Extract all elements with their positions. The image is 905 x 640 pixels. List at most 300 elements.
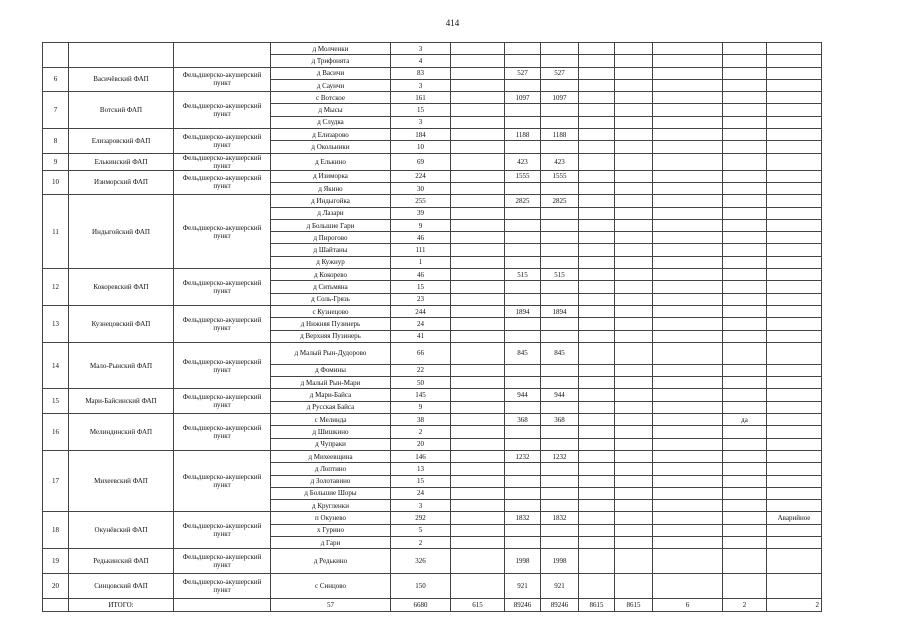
value-cell-v6 [615,182,653,194]
value-cell-v2 [451,426,505,438]
value-cell-v7 [653,438,723,450]
value-cell-v2 [451,450,505,462]
value-cell-v9 [767,401,822,413]
value-cell-v8 [723,55,767,67]
value-cell-v3 [505,293,541,305]
facility-type-cell: Фельдшерско-акушерский пункт [174,574,271,599]
value-cell-v7 [653,43,723,55]
value-cell-v6 [615,487,653,499]
value-cell-v1: 5 [391,524,451,536]
value-cell-v9 [767,414,822,426]
value-cell-v7 [653,389,723,401]
value-cell-v6 [615,55,653,67]
value-cell-v5 [579,116,615,128]
value-cell-v6 [615,318,653,330]
settlement-name-cell: д Редькино [271,549,391,574]
value-cell-v1: 9 [391,219,451,231]
value-cell-v8 [723,377,767,389]
value-cell-v9 [767,305,822,317]
value-cell-v9 [767,116,822,128]
facility-type-cell: Фельдшерско-акушерский пункт [174,269,271,306]
value-cell-v8 [723,244,767,256]
value-cell-v3 [505,330,541,342]
value-cell-v9 [767,426,822,438]
value-cell-v5 [579,182,615,194]
value-cell-v6 [615,129,653,141]
value-cell-v5 [579,524,615,536]
value-cell-v8 [723,549,767,574]
value-cell-v3 [505,524,541,536]
value-cell-v8 [723,487,767,499]
value-cell-v9 [767,153,822,170]
value-cell-v8 [723,500,767,512]
value-cell-v7 [653,256,723,268]
settlement-name-cell: д Кругленки [271,500,391,512]
value-cell-v7 [653,330,723,342]
table-row [43,549,822,574]
value-cell-v2 [451,116,505,128]
facility-type-cell: Фельдшерско-акушерский пункт [174,153,271,170]
value-cell-v3: 1232 [505,450,541,462]
settlement-name-cell: д Кокорево [271,269,391,281]
value-cell-v5 [579,207,615,219]
row-number-cell: 12 [43,269,69,306]
value-cell-v1: 146 [391,450,451,462]
value-cell-v4: 1832 [541,512,579,524]
value-cell-v5 [579,92,615,104]
table-row [43,92,822,104]
settlement-name-cell: с Вотское [271,92,391,104]
table-row [43,170,822,182]
value-cell-v1: 13 [391,463,451,475]
value-cell-v5 [579,401,615,413]
table-row [43,129,822,141]
value-cell-v4 [541,141,579,153]
value-cell-v4 [541,500,579,512]
value-cell-v9 [767,104,822,116]
row-number-cell: 14 [43,342,69,389]
value-cell-v8 [723,207,767,219]
total-value-cell: 2 [723,599,767,611]
value-cell-v4 [541,244,579,256]
value-cell-v5 [579,269,615,281]
value-cell-v1: 3 [391,79,451,91]
value-cell-v2 [451,232,505,244]
facility-type-cell: Фельдшерско-акушерский пункт [174,512,271,549]
value-cell-v8 [723,129,767,141]
facility-type-cell [174,43,271,68]
value-cell-v1: 41 [391,330,451,342]
value-cell-v9 [767,207,822,219]
value-cell-v6 [615,512,653,524]
settlement-name-cell: д Шишкино [271,426,391,438]
value-cell-v9 [767,318,822,330]
value-cell-v4: 1555 [541,170,579,182]
value-cell-v6 [615,104,653,116]
row-number-cell [43,43,69,68]
value-cell-v3 [505,487,541,499]
page-number: 414 [445,18,460,28]
value-cell-v6 [615,293,653,305]
settlement-name-cell: д Изиморка [271,170,391,182]
value-cell-v7 [653,574,723,599]
value-cell-v3 [505,500,541,512]
total-type-cell [174,599,271,611]
value-cell-v9 [767,67,822,79]
value-cell-v8 [723,318,767,330]
value-cell-v3: 1188 [505,129,541,141]
value-cell-v1: 255 [391,195,451,207]
value-cell-v6 [615,574,653,599]
facility-name-cell: Мало-Рынский ФАП [69,342,174,389]
value-cell-v1: 39 [391,207,451,219]
value-cell-v2 [451,377,505,389]
settlement-name-cell: д Фомины [271,364,391,376]
value-cell-v1: 224 [391,170,451,182]
value-cell-v9 [767,232,822,244]
value-cell-v6 [615,92,653,104]
value-cell-v4: 921 [541,574,579,599]
row-number-cell: 15 [43,389,69,414]
value-cell-v4: 423 [541,153,579,170]
value-cell-v3 [505,426,541,438]
value-cell-v7 [653,79,723,91]
value-cell-v6 [615,153,653,170]
settlement-name-cell: д Русская Байса [271,401,391,413]
value-cell-v9 [767,463,822,475]
value-cell-v6 [615,116,653,128]
value-cell-v6 [615,244,653,256]
value-cell-v2 [451,281,505,293]
value-cell-v6 [615,377,653,389]
value-cell-v5 [579,195,615,207]
value-cell-v1: 111 [391,244,451,256]
settlement-name-cell: с Мелинда [271,414,391,426]
value-cell-v4 [541,364,579,376]
value-cell-v2 [451,342,505,364]
table-row [43,153,822,170]
value-cell-v2 [451,524,505,536]
facility-type-cell: Фельдшерско-акушерский пункт [174,67,271,92]
value-cell-v2 [451,129,505,141]
value-cell-v1: 22 [391,364,451,376]
value-cell-v3 [505,43,541,55]
facilities-table [42,42,822,612]
value-cell-v9 [767,281,822,293]
value-cell-v5 [579,414,615,426]
value-cell-v8 [723,141,767,153]
value-cell-v6 [615,305,653,317]
value-cell-v3: 2825 [505,195,541,207]
settlement-name-cell: д Якино [271,182,391,194]
value-cell-v8 [723,79,767,91]
value-cell-v9 [767,438,822,450]
value-cell-v8: да [723,414,767,426]
value-cell-v6 [615,79,653,91]
value-cell-v3: 921 [505,574,541,599]
value-cell-v2 [451,43,505,55]
value-cell-v6 [615,549,653,574]
value-cell-v4 [541,426,579,438]
value-cell-v3: 1894 [505,305,541,317]
value-cell-v5 [579,141,615,153]
value-cell-v2 [451,219,505,231]
value-cell-v3: 1832 [505,512,541,524]
value-cell-v3 [505,104,541,116]
value-cell-v2 [451,389,505,401]
value-cell-v4 [541,281,579,293]
value-cell-v2 [451,438,505,450]
value-cell-v9 [767,389,822,401]
row-number-cell: 20 [43,574,69,599]
row-number-cell: 13 [43,305,69,342]
value-cell-v5 [579,330,615,342]
value-cell-v1: 66 [391,342,451,364]
value-cell-v6 [615,256,653,268]
value-cell-v5 [579,79,615,91]
value-cell-v5 [579,512,615,524]
value-cell-v4: 1998 [541,549,579,574]
value-cell-v5 [579,426,615,438]
value-cell-v3 [505,219,541,231]
value-cell-v6 [615,475,653,487]
value-cell-v7 [653,104,723,116]
value-cell-v6 [615,281,653,293]
value-cell-v3: 1998 [505,549,541,574]
value-cell-v3: 1555 [505,170,541,182]
settlement-name-cell: с Синцово [271,574,391,599]
value-cell-v2 [451,153,505,170]
value-cell-v4: 1188 [541,129,579,141]
settlement-name-cell: д Мари-Байса [271,389,391,401]
value-cell-v8 [723,512,767,524]
value-cell-v3 [505,318,541,330]
value-cell-v3 [505,377,541,389]
facility-type-cell: Фельдшерско-акушерский пункт [174,342,271,389]
value-cell-v3: 845 [505,342,541,364]
total-value-cell: 6 [653,599,723,611]
value-cell-v1: 15 [391,475,451,487]
value-cell-v7 [653,377,723,389]
value-cell-v4 [541,293,579,305]
value-cell-v6 [615,330,653,342]
value-cell-v7 [653,141,723,153]
value-cell-v7 [653,318,723,330]
value-cell-v2 [451,79,505,91]
value-cell-v9 [767,487,822,499]
value-cell-v1: 15 [391,281,451,293]
value-cell-v3: 423 [505,153,541,170]
value-cell-v8 [723,463,767,475]
facility-type-cell: Фельдшерско-акушерский пункт [174,414,271,451]
value-cell-v1: 69 [391,153,451,170]
value-cell-v3: 1097 [505,92,541,104]
value-cell-v5 [579,293,615,305]
value-cell-v5 [579,574,615,599]
value-cell-v8 [723,153,767,170]
value-cell-v6 [615,524,653,536]
value-cell-v9: Аварийное [767,512,822,524]
facility-name-cell [69,43,174,68]
value-cell-v2 [451,364,505,376]
value-cell-v5 [579,549,615,574]
value-cell-v9 [767,182,822,194]
value-cell-v7 [653,401,723,413]
value-cell-v8 [723,281,767,293]
value-cell-v1: 46 [391,232,451,244]
facility-name-cell: Елизаровский ФАП [69,129,174,154]
value-cell-v2 [451,170,505,182]
value-cell-v5 [579,170,615,182]
value-cell-v3 [505,244,541,256]
value-cell-v7 [653,170,723,182]
value-cell-v1: 184 [391,129,451,141]
facility-name-cell: Редькинский ФАП [69,549,174,574]
value-cell-v5 [579,232,615,244]
value-cell-v8 [723,475,767,487]
facility-name-cell: Мелиндинский ФАП [69,414,174,451]
value-cell-v2 [451,67,505,79]
value-cell-v6 [615,414,653,426]
value-cell-v1: 9 [391,401,451,413]
value-cell-v9 [767,450,822,462]
value-cell-v2 [451,463,505,475]
value-cell-v5 [579,377,615,389]
value-cell-v8 [723,256,767,268]
settlement-name-cell: д Трифонята [271,55,391,67]
value-cell-v5 [579,389,615,401]
value-cell-v5 [579,256,615,268]
value-cell-v4 [541,330,579,342]
total-value-cell: 615 [451,599,505,611]
table-row [43,342,822,364]
value-cell-v6 [615,364,653,376]
value-cell-v7 [653,512,723,524]
value-cell-v2 [451,536,505,548]
value-cell-v2 [451,141,505,153]
value-cell-v7 [653,450,723,462]
value-cell-v7 [653,487,723,499]
value-cell-v7 [653,182,723,194]
value-cell-v8 [723,342,767,364]
value-cell-v4: 845 [541,342,579,364]
value-cell-v6 [615,43,653,55]
value-cell-v5 [579,487,615,499]
total-value-cell: 8615 [615,599,653,611]
value-cell-v8 [723,401,767,413]
value-cell-v4: 1097 [541,92,579,104]
value-cell-v7 [653,342,723,364]
value-cell-v8 [723,389,767,401]
row-number-cell: 10 [43,170,69,195]
value-cell-v8 [723,438,767,450]
value-cell-v3: 527 [505,67,541,79]
facility-name-cell: Кузнецовский ФАП [69,305,174,342]
value-cell-v6 [615,536,653,548]
value-cell-v8 [723,43,767,55]
value-cell-v1: 3 [391,43,451,55]
value-cell-v1: 292 [391,512,451,524]
value-cell-v5 [579,438,615,450]
value-cell-v9 [767,524,822,536]
value-cell-v5 [579,342,615,364]
value-cell-v6 [615,426,653,438]
value-cell-v2 [451,475,505,487]
value-cell-v8 [723,195,767,207]
value-cell-v3 [505,438,541,450]
value-cell-v1: 2 [391,426,451,438]
value-cell-v8 [723,426,767,438]
value-cell-v1: 20 [391,438,451,450]
row-number-cell: 11 [43,195,69,269]
value-cell-v6 [615,67,653,79]
value-cell-v7 [653,207,723,219]
row-number-cell: 17 [43,450,69,511]
value-cell-v2 [451,549,505,574]
value-cell-v8 [723,170,767,182]
value-cell-v7 [653,364,723,376]
value-cell-v2 [451,256,505,268]
value-cell-v4 [541,116,579,128]
value-cell-v1: 50 [391,377,451,389]
value-cell-v7 [653,500,723,512]
value-cell-v4 [541,487,579,499]
row-number-cell: 9 [43,153,69,170]
value-cell-v1: 145 [391,389,451,401]
value-cell-v7 [653,219,723,231]
value-cell-v7 [653,153,723,170]
value-cell-v7 [653,129,723,141]
value-cell-v9 [767,170,822,182]
value-cell-v3 [505,256,541,268]
value-cell-v9 [767,293,822,305]
value-cell-v4 [541,401,579,413]
settlement-name-cell: д Шайтаны [271,244,391,256]
value-cell-v9 [767,330,822,342]
settlement-name-cell: д Малый Рын-Мари [271,377,391,389]
value-cell-v6 [615,195,653,207]
row-number-cell: 7 [43,92,69,129]
value-cell-v6 [615,463,653,475]
value-cell-v9 [767,244,822,256]
total-value-cell: 2 [767,599,822,611]
facility-type-cell: Фельдшерско-акушерский пункт [174,129,271,154]
total-value-cell: 89246 [541,599,579,611]
value-cell-v5 [579,475,615,487]
value-cell-v4 [541,536,579,548]
facility-name-cell: Мари-Байсинский ФАП [69,389,174,414]
value-cell-v5 [579,129,615,141]
value-cell-v7 [653,195,723,207]
value-cell-v9 [767,342,822,364]
value-cell-v4 [541,104,579,116]
value-cell-v7 [653,67,723,79]
value-cell-v5 [579,104,615,116]
settlement-name-cell: д Большие Шоры [271,487,391,499]
value-cell-v8 [723,269,767,281]
row-number-cell: 6 [43,67,69,92]
value-cell-v3 [505,79,541,91]
value-cell-v7 [653,414,723,426]
value-cell-v3 [505,116,541,128]
table-row [43,269,822,281]
settlement-name-cell: д Елизарово [271,129,391,141]
value-cell-v7 [653,426,723,438]
total-value-cell: 89246 [505,599,541,611]
facility-name-cell: Окунёвский ФАП [69,512,174,549]
value-cell-v7 [653,475,723,487]
value-cell-v8 [723,574,767,599]
